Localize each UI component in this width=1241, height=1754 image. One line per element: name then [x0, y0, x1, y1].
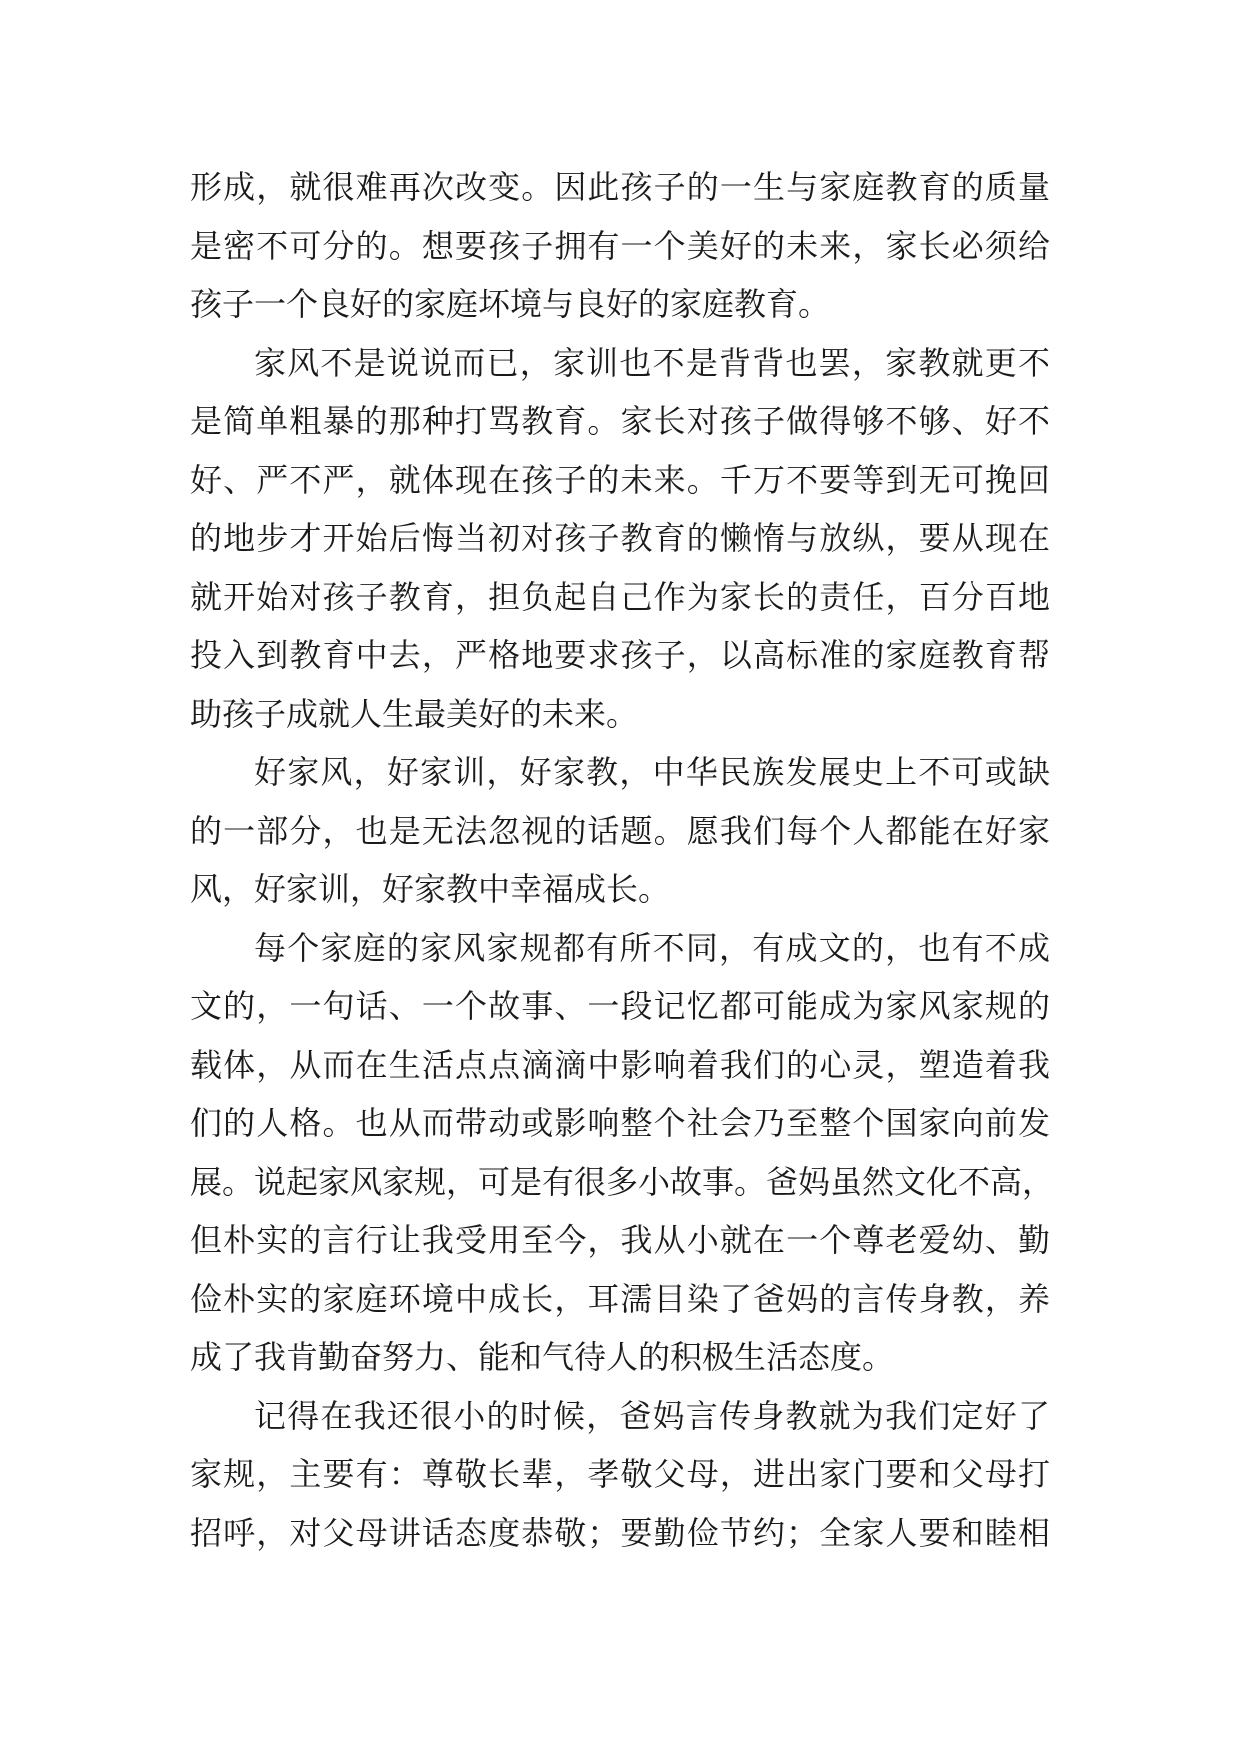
text-line: 的一部分，也是无法忽视的话题。愿我们每个人都能在好家	[190, 811, 1050, 850]
text-line: 就开始对孩子教育，担负起自己作为家长的责任，百分百地	[190, 577, 1050, 616]
text-line: 风，好家训，好家教中幸福成长。	[190, 870, 671, 908]
text-line: 家规，主要有：尊敬长辈，孝敬父母，进出家门要和父母打	[190, 1455, 1050, 1493]
paragraph-3	[190, 743, 1050, 919]
text-line: 助孩子成就人生最美好的未来。	[190, 694, 639, 733]
text-line: 载体，从而在生活点点滴滴中影响着我们的心灵，塑造着我	[190, 1045, 1050, 1084]
paragraph-2	[190, 334, 1050, 744]
text-line: 好、严不严，就体现在孩子的未来。千万不要等到无可挽回	[190, 460, 1050, 499]
text-line: 好家风，好家训，好家教，中华民族发展史上不可或缺	[254, 753, 1050, 791]
text-line: 但朴实的言行让我受用至今，我从小就在一个尊老爱幼、勤	[190, 1221, 1050, 1259]
text-line: 形成，就很难再次改变。因此孩子的一生与家庭教育的质量	[190, 168, 1050, 206]
paragraph-5	[190, 1387, 1050, 1563]
text-line: 招呼，对父母讲话态度恭敬；要勤俭节约；全家人要和睦相	[190, 1513, 1050, 1552]
text-line: 是简单粗暴的那种打骂教育。家长对孩子做得够不够、好不	[190, 402, 1050, 440]
text-line: 俭朴实的家庭环境中成长，耳濡目染了爸妈的言传身教，养	[190, 1279, 1050, 1318]
document-body	[190, 158, 1055, 1562]
text-line: 们的人格。也从而带动或影响整个社会乃至整个国家向前发	[190, 1104, 1050, 1142]
text-line: 孩子一个良好的家庭坏境与良好的家庭教育。	[190, 285, 831, 323]
text-line: 每个家庭的家风家规都有所不同，有成文的，也有不成	[254, 928, 1050, 967]
text-line: 成了我肯勤奋努力、能和气待人的积极生活态度。	[190, 1338, 895, 1376]
paragraph-1	[190, 158, 1050, 334]
text-line: 的地步才开始后悔当初对孩子教育的懒惰与放纵，要从现在	[190, 519, 1050, 557]
text-line: 是密不可分的。想要孩子拥有一个美好的未来，家长必须给	[190, 226, 1050, 265]
text-line: 投入到教育中去，严格地要求孩子，以高标准的家庭教育帮	[190, 636, 1050, 674]
paragraph-4	[190, 919, 1055, 1387]
text-line: 展。说起家风家规，可是有很多小故事。爸妈虽然文化不高，	[190, 1162, 1055, 1201]
text-line: 家风不是说说而已，家训也不是背背也罢，家教就更不	[254, 343, 1050, 382]
text-line: 文的，一句话、一个故事、一段记忆都可能成为家风家规的	[190, 987, 1050, 1025]
text-line: 记得在我还很小的时候，爸妈言传身教就为我们定好了	[254, 1396, 1050, 1435]
